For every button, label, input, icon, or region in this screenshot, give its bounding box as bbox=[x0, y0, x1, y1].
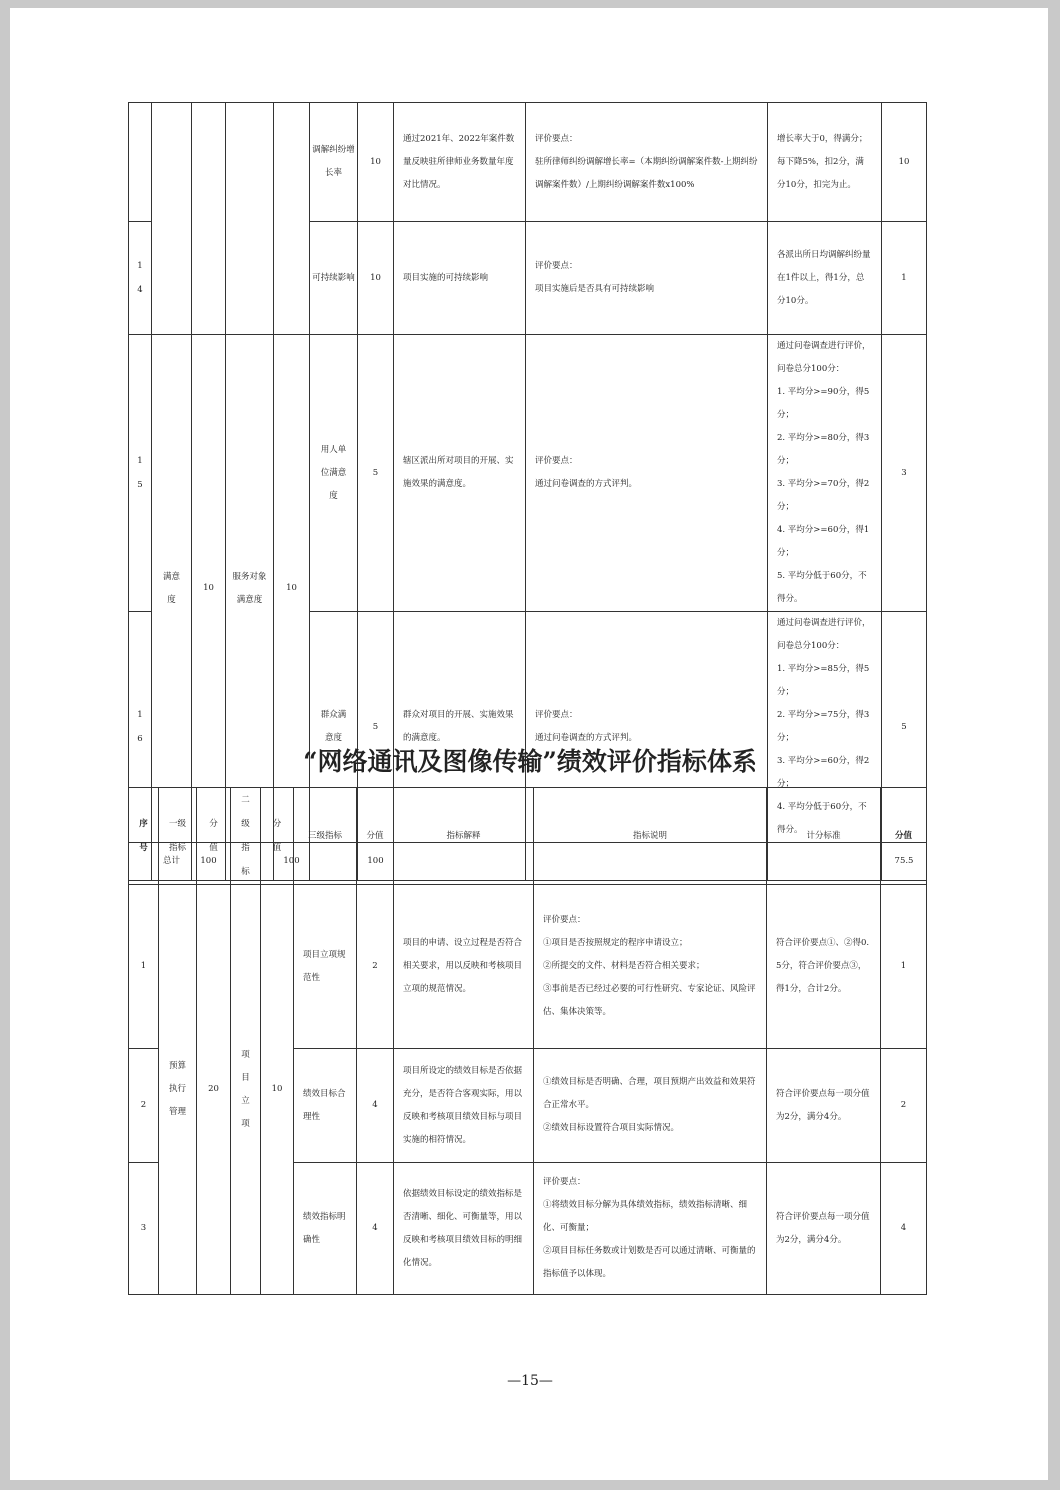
points-cell: 4 bbox=[881, 1163, 927, 1295]
desc-cell: 评价要点： 项目实施后是否具有可持续影响 bbox=[526, 222, 768, 335]
seq-cell bbox=[129, 103, 152, 222]
desc-cell: 评价要点： ①将绩效目标分解为具体绩效指标，绩效指标清晰、细化、可衡量； ②项目目标任务数或计划数是否可以通过清晰、可衡量的指标值予以体现。 bbox=[534, 1163, 767, 1295]
explain-cell: 群众对项目的开展、实施效果的满意度。 bbox=[394, 612, 526, 843]
score-cell: 4 bbox=[357, 1163, 394, 1295]
points-cell: 5 bbox=[882, 612, 927, 843]
explain-cell: 项目所设定的绩效目标是否依据充分，是否符合客观实际，用以反映和考核项目绩效目标与项目实施的相符情况。 bbox=[394, 1049, 534, 1163]
header-standard: 计分标准 bbox=[767, 788, 881, 885]
header-first-score: 分值 bbox=[197, 788, 231, 885]
explain-cell: 辖区派出所对项目的开展、实施效果的满意度。 bbox=[394, 335, 526, 612]
table-row bbox=[129, 335, 927, 612]
points-cell: 3 bbox=[882, 335, 927, 612]
score-cell: 4 bbox=[357, 1049, 394, 1163]
score-cell: 10 bbox=[358, 103, 394, 222]
third-indicator-cell: 用人单位满意度 bbox=[310, 335, 358, 612]
second-score-cell: 10 bbox=[261, 885, 294, 1295]
third-indicator-cell: 项目立项规范性 bbox=[294, 885, 357, 1049]
table-row bbox=[129, 103, 927, 222]
desc-cell: 评价要点： 驻所律师纠纷调解增长率=（本期纠纷调解案件数-上期纠纷调解案件数）/上期纠纷调解案件数x100% bbox=[526, 103, 768, 222]
explain-cell: 依据绩效目标设定的绩效指标是否清晰、细化、可衡量等，用以反映和考核项目绩效目标的明细化情况。 bbox=[394, 1163, 534, 1295]
header-seq: 序号 bbox=[129, 788, 159, 885]
header-third-indicator: 三级指标 bbox=[294, 788, 357, 885]
explain-cell: 通过2021年、2022年案件数量反映驻所律师业务数量年度对比情况。 bbox=[394, 103, 526, 222]
explain-cell: 项目的申请、设立过程是否符合相关要求，用以反映和考核项目立项的规范情况。 bbox=[394, 885, 534, 1049]
second-score-cell: 10 bbox=[274, 335, 310, 843]
desc-cell: 评价要点： ①项目是否按照规定的程序申请设立； ②所提交的文件、材料是否符合相关要求； ③事前是否已经过必要的可行性研究、专家论证、风险评估、集体决策等。 bbox=[534, 885, 767, 1049]
first-score-cell: 20 bbox=[197, 885, 231, 1295]
standard-cell: 各派出所日均调解纠纷量在1件以上，得1分，总分10分。 bbox=[768, 222, 882, 335]
header-first-indicator: 一级指标 bbox=[159, 788, 197, 885]
third-indicator-cell: 调解纠纷增长率 bbox=[310, 103, 358, 222]
first-indicator-cell bbox=[152, 103, 192, 335]
total-label: 总计 bbox=[152, 843, 192, 881]
total-first-score: 100 bbox=[192, 843, 226, 881]
header-row bbox=[129, 788, 927, 885]
standard-cell: 符合评价要点①、②得0.5分，符合评价要点③，得1分，合计2分。 bbox=[767, 885, 881, 1049]
indicator-table bbox=[128, 787, 927, 1295]
desc-cell: ①绩效目标是否明确、合理，项目预期产出效益和效果符合正常水平。 ②绩效目标设置符合项目实际情况。 bbox=[534, 1049, 767, 1163]
desc-cell: 评价要点： 通过问卷调查的方式评判。 bbox=[526, 335, 768, 612]
second-indicator-cell: 服务对象满意度 bbox=[226, 335, 274, 843]
first-indicator-cell: 满意度 bbox=[152, 335, 192, 843]
points-cell: 10 bbox=[882, 103, 927, 222]
standard-cell: 增长率大于0，得满分；每下降5%，扣2分，满分10分，扣完为止。 bbox=[768, 103, 882, 222]
third-indicator-cell: 群众满意度 bbox=[310, 612, 358, 843]
first-indicator-cell: 预算执行管理 bbox=[159, 885, 197, 1295]
header-score: 分值 bbox=[357, 788, 394, 885]
header-desc: 指标说明 bbox=[534, 788, 767, 885]
header-second-score: 分值 bbox=[261, 788, 294, 885]
first-score-cell: 10 bbox=[192, 335, 226, 843]
seq-cell: 15 bbox=[129, 335, 152, 612]
second-indicator-cell bbox=[226, 103, 274, 335]
third-indicator-cell: 绩效指标明确性 bbox=[294, 1163, 357, 1295]
desc-cell: 评价要点： 通过问卷调查的方式评判。 bbox=[526, 612, 768, 843]
explain-cell: 项目实施的可持续影响 bbox=[394, 222, 526, 335]
standard-cell: 符合评价要点每一项分值为2分，满分4分。 bbox=[767, 1049, 881, 1163]
points-cell: 2 bbox=[881, 1049, 927, 1163]
score-cell: 5 bbox=[358, 612, 394, 843]
seq-cell: 2 bbox=[129, 1049, 159, 1163]
seq-cell: 1 bbox=[129, 885, 159, 1049]
third-indicator-cell: 绩效目标合理性 bbox=[294, 1049, 357, 1163]
page-number: —15— bbox=[507, 1373, 553, 1389]
total-second-score: 100 bbox=[274, 843, 310, 881]
seq-cell: 3 bbox=[129, 1163, 159, 1295]
header-points: 分值 bbox=[881, 788, 927, 885]
section-title: “网络通讯及图像传输”绩效评价指标体系 bbox=[303, 747, 757, 776]
score-cell: 10 bbox=[358, 222, 394, 335]
header-explain: 指标解释 bbox=[394, 788, 534, 885]
score-cell: 5 bbox=[358, 335, 394, 612]
standard-cell: 符合评价要点每一项分值为2分，满分4分。 bbox=[767, 1163, 881, 1295]
total-points: 75.5 bbox=[882, 843, 927, 881]
table-row bbox=[129, 885, 927, 1049]
points-cell: 1 bbox=[881, 885, 927, 1049]
points-cell: 1 bbox=[882, 222, 927, 335]
second-score-cell bbox=[274, 103, 310, 335]
third-indicator-cell: 可持续影响 bbox=[310, 222, 358, 335]
header-second-indicator: 二级指标 bbox=[231, 788, 261, 885]
seq-cell: 14 bbox=[129, 222, 152, 335]
standard-cell: 通过问卷调查进行评价，问卷总分100分： 1. 平均分>=85分，得5分； 2. 平均分>=75分，得3分； 3. 平均分>=60分，得2分； 4. 平均分低于60分，不得分。 bbox=[768, 612, 882, 843]
score-cell: 2 bbox=[357, 885, 394, 1049]
standard-cell: 通过问卷调查进行评价，问卷总分100分： 1. 平均分>=90分，得5分； 2. 平均分>=80分，得3分； 3. 平均分>=70分，得2分； 4. 平均分>=60分，得1分； 5. 平均分低于60分，不得分。 bbox=[768, 335, 882, 612]
second-indicator-cell: 项目立项 bbox=[231, 885, 261, 1295]
total-third-score: 100 bbox=[358, 843, 394, 881]
seq-cell: 16 bbox=[129, 612, 152, 843]
first-score-cell bbox=[192, 103, 226, 335]
